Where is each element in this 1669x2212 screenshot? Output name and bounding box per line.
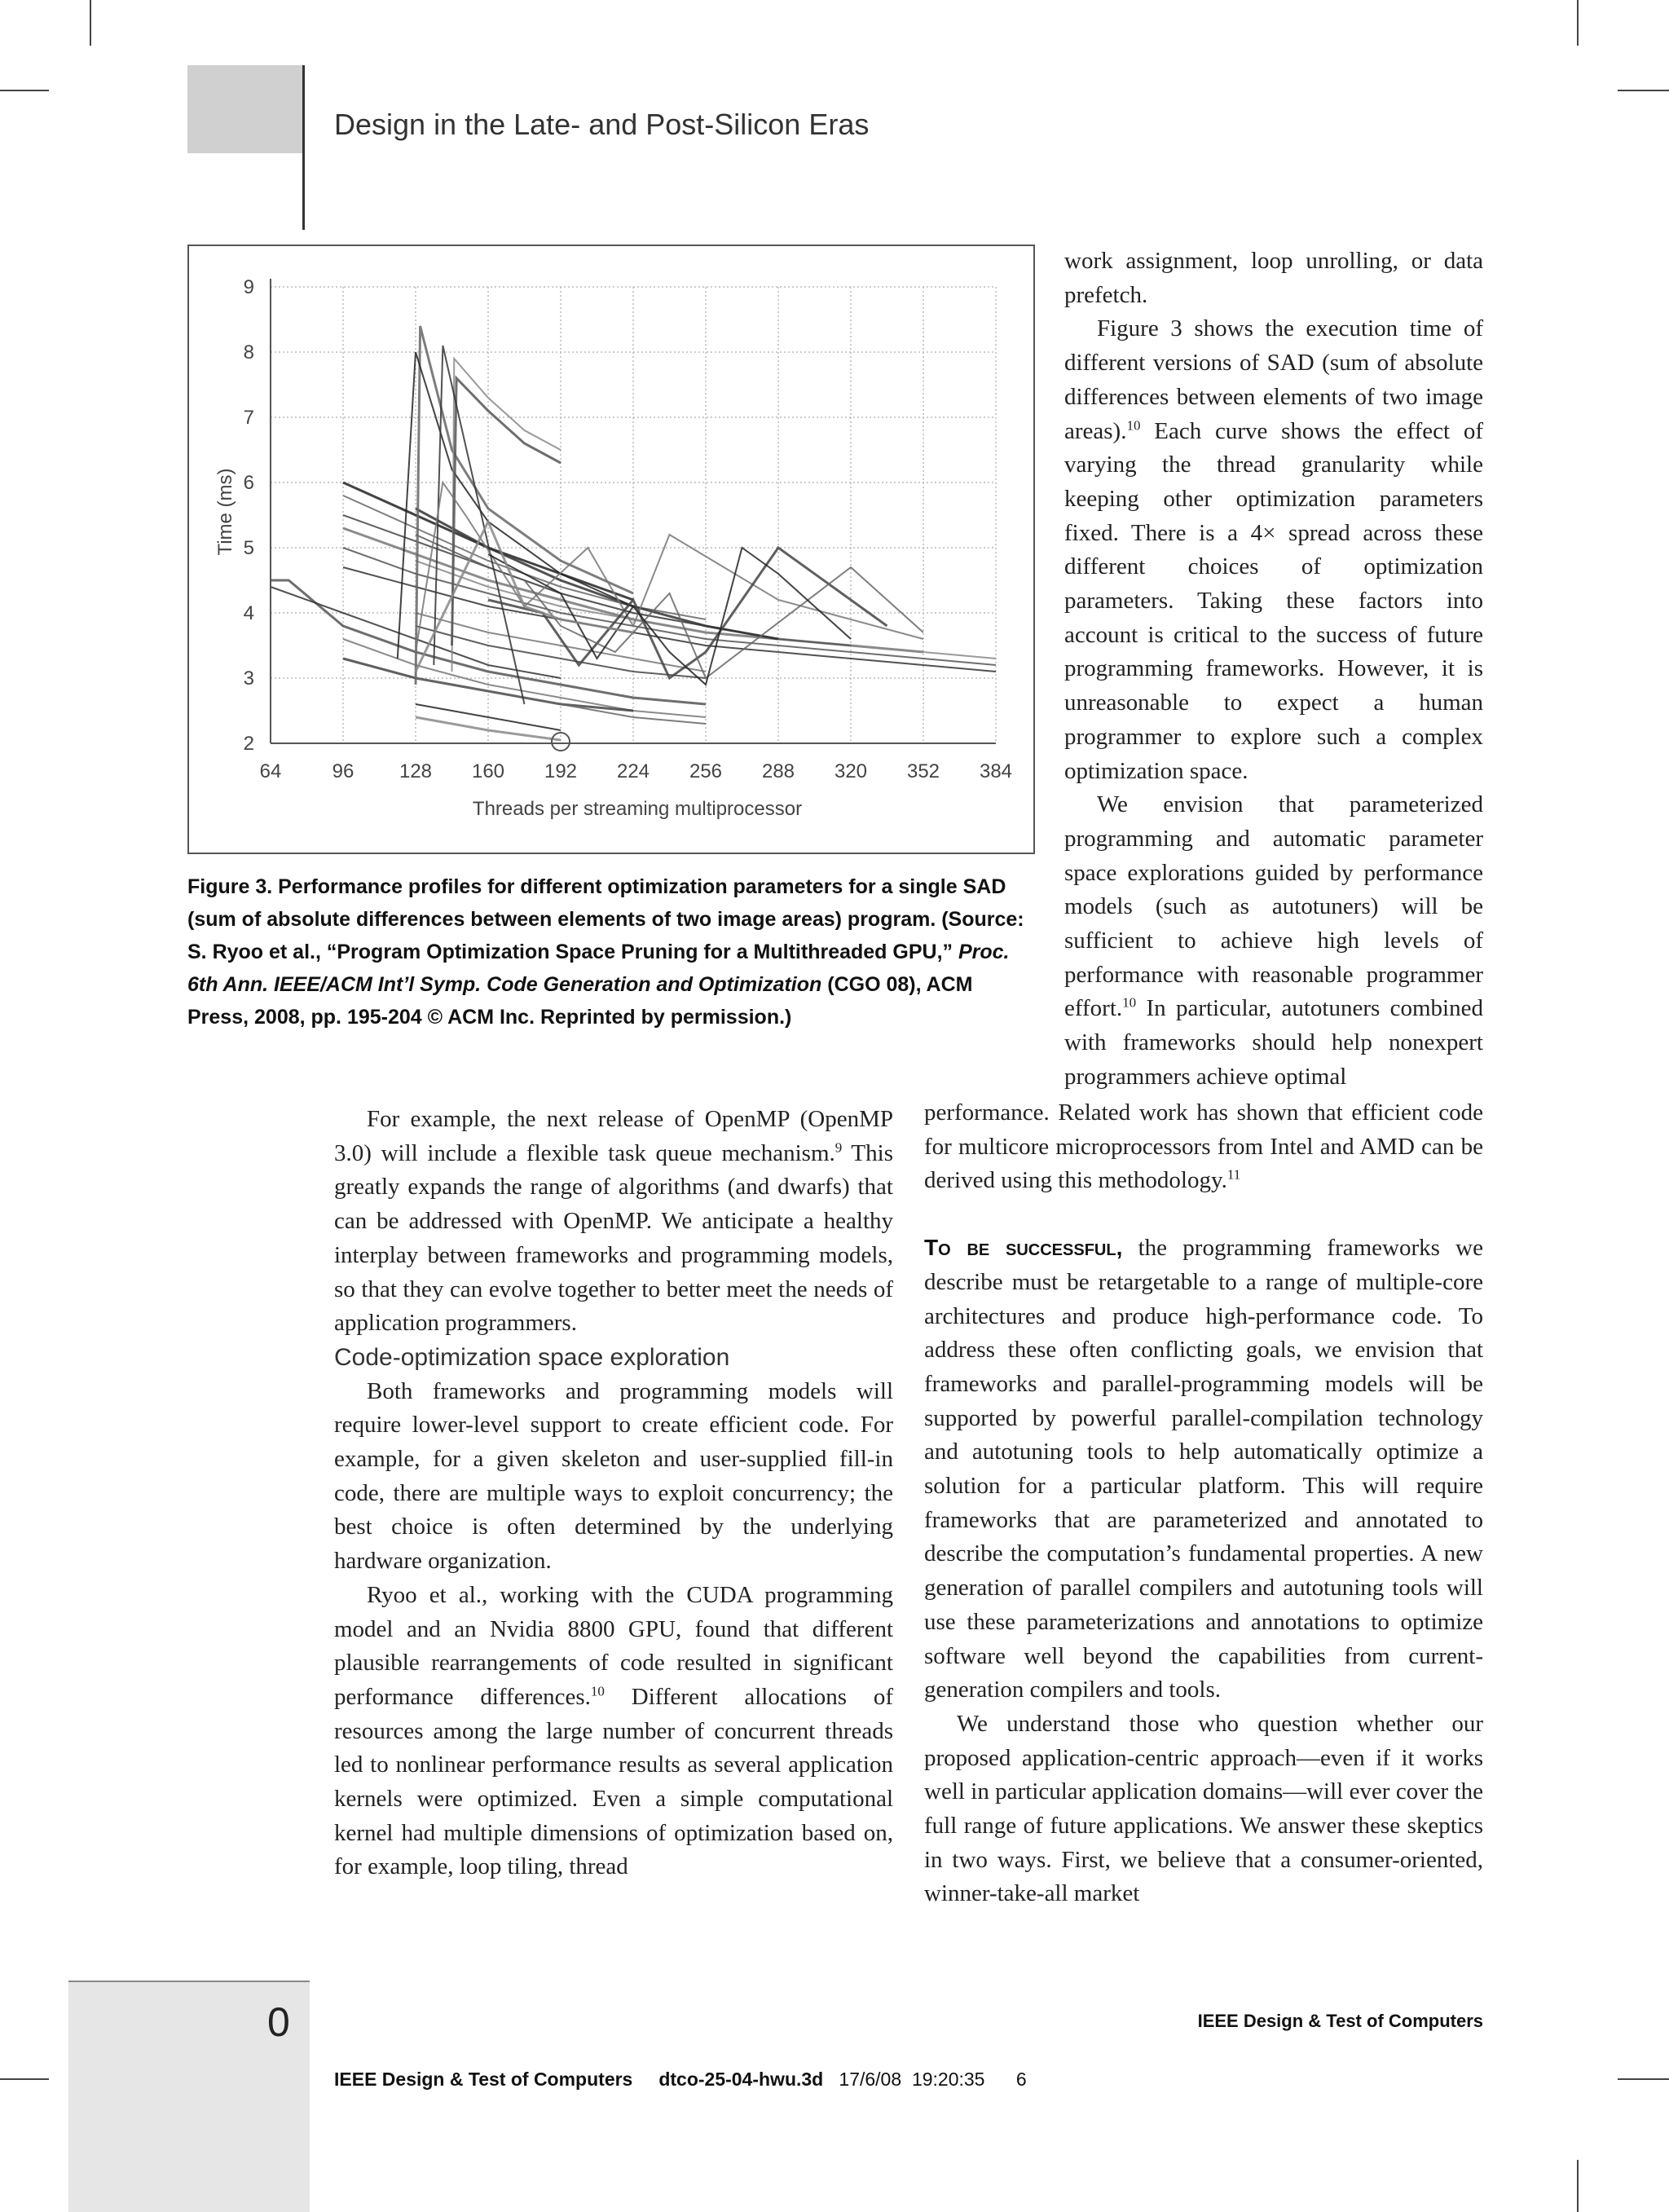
paragraph [334, 1103, 893, 1341]
y-tick-label: 8 [243, 341, 254, 364]
paragraph [924, 1096, 1483, 1198]
y-tick-label: 5 [243, 537, 254, 559]
header-tab [187, 65, 303, 153]
x-axis-label: Threads per streaming multiprocessor [472, 798, 803, 820]
slug-journal: IEEE Design & Test of Computers [334, 2069, 633, 2090]
y-tick-label: 2 [243, 733, 254, 755]
footer-rule [68, 1981, 310, 1982]
y-tick-label: 4 [243, 602, 254, 624]
crop-mark [1577, 2160, 1579, 2212]
journal-name: IEEE Design & Test of Computers [1197, 2011, 1483, 2031]
left-column [334, 1103, 893, 1884]
paragraph: We understand those who question whether our proposed application-centric approach—even if it works well in particular application domains—will ever cover the full range of future applications. We answer these skeptics in two ways. First, we believe that a consumer-oriented, winner-take-all market [924, 1710, 1483, 1907]
reference-mark: 11 [1226, 1166, 1241, 1183]
paragraph [334, 1579, 893, 1884]
y-tick-label: 9 [243, 276, 254, 298]
series-line [343, 496, 706, 619]
lead-in: To be successful, [924, 1235, 1123, 1261]
print-slug [334, 2069, 1027, 2091]
x-tick-label: 96 [332, 760, 354, 782]
slug-date: 17/6/08 [839, 2069, 902, 2090]
paragraph [924, 1231, 1483, 1707]
section-heading: Code-optimization space exploration [334, 1343, 730, 1371]
paragraph-text: Ryoo et al., working with the CUDA programming model and an Nvidia 8800 GPU, found that different plausible rearrangements of code resulted in significant performance differences. [334, 1581, 893, 1710]
paragraph-text: We envision that parameterized programming and automatic parameter space explorations guided by performance models (such as autotuners) will be sufficient to achieve high levels of performance with reasonable programmer effort. [1064, 791, 1483, 1022]
crop-mark [1618, 2078, 1669, 2080]
reference-mark: 10 [1122, 994, 1137, 1011]
paragraph-text: Figure 3 shows the execution time of different versions of SAD (sum of absolute differences between elements of two image areas). [1064, 315, 1483, 444]
paragraph: Both frameworks and programming models will require lower-level support to create efficient code. For example, for a given skeleton and user-supplied fill-in code, there are multiple ways to exploit concurrency; the best choice is often determined by the underlying hardware organization. [334, 1377, 893, 1575]
right-column-lower [924, 1096, 1483, 1911]
x-tick-label: 256 [689, 760, 723, 782]
paragraph-text: Each curve shows the effect of varying the thread granularity while keeping other optimization parameters fixed. There is a 4× spread across these different choices of optimization parameters. Taking these factors into account is critical to the success of future programming frameworks. However, it is unreasonable to expect a human programmer to explore such a complex optimization space. [1064, 417, 1483, 784]
y-tick-label: 3 [243, 668, 254, 690]
x-tick-label: 384 [979, 760, 1013, 782]
caption-text-end: (CGO 08), ACM Press, 2008, pp. 195-204 © ACM Inc. Reprinted by permission.) [187, 973, 973, 1029]
crop-mark [0, 2078, 49, 2080]
paragraph-text: performance. Related work has shown that efficient code for multicore microprocessors from Intel and AMD can be derived using this methodology. [924, 1099, 1483, 1194]
crop-mark [90, 0, 91, 46]
crop-mark [1577, 0, 1579, 46]
figure-3 [187, 245, 1035, 854]
paragraph-text: For example, the next release of OpenMP (OpenMP 3.0) will include a flexible task queue mechanism. [334, 1106, 893, 1166]
caption-text: Figure 3. Performance profiles for different optimization parameters for a single SAD (sum of absolute differences between elements of two image areas) program. (Source: S. Ryoo et al., “Program Optimization Space Pruning for a Multithreaded GPU,” [187, 875, 1024, 963]
caption-proceedings: Proc. 6th Ann. IEEE/ACM Int’l Symp. Code Generation and Optimization [187, 941, 1010, 996]
paragraph-text: This greatly expands the range of algorithms (and dwarfs) that can be addressed with OpenMP. We anticipate a healthy interplay between frameworks and programming models, so that they can evolve together to better meet the needs of application programmers. [334, 1139, 893, 1337]
paragraph-text: In particular, autotuners combined with frameworks should help nonexpert programmers achieve optimal [1064, 995, 1483, 1090]
chart-axes [244, 276, 1012, 782]
paragraph: work assignment, loop unrolling, or data prefetch. [1064, 248, 1483, 308]
header-rule [302, 65, 305, 230]
x-tick-label: 288 [761, 760, 795, 782]
chart-grid [271, 287, 996, 743]
x-tick-label: 224 [616, 760, 650, 782]
reference-mark: 10 [590, 1683, 605, 1699]
y-axis-label: Time (ms) [214, 468, 236, 556]
slug-page: 6 [1015, 2069, 1027, 2090]
page-number: 0 [267, 1999, 290, 2045]
paragraph [1064, 312, 1483, 788]
x-tick-label: 320 [834, 760, 868, 782]
x-tick-label: 128 [399, 760, 433, 782]
crop-mark [0, 90, 49, 91]
x-tick-label: 64 [259, 760, 282, 782]
paragraph-text: Different allocations of resources among the large number of concurrent threads led to nonlinear performance results as several application kernels were optimized. Even a simple computational kernel had multiple dimensions of optimization based on, for example, loop tiling, thread [334, 1683, 893, 1880]
series-line [416, 326, 633, 685]
y-tick-label: 6 [243, 472, 254, 494]
running-title: Design in the Late- and Post-Silicon Eras [334, 108, 870, 141]
reference-mark: 9 [834, 1139, 843, 1156]
reference-mark: 10 [1126, 416, 1141, 433]
right-column [1064, 245, 1483, 1095]
paragraph [1064, 788, 1483, 1094]
paragraph-text: the programming frameworks we describe must be retargetable to a range of multiple-core architectures and produce high-performance code. To address these often conflicting goals, we envision that frameworks and parallel-programming models will be supported by powerful parallel-compilation technology and autotuning tools to help automatically optimize a solution for a particular platform. This will require frameworks that are parameterized and annotated to describe the computation’s fundamental properties. A new generation of parallel compilers and autotuning tools will use these parameterizations and annotations to optimize software well beyond the capabilities from current-generation compilers and tools. [924, 1235, 1483, 1703]
x-tick-label: 352 [906, 760, 940, 782]
x-tick-label: 192 [544, 760, 578, 782]
spacer [924, 1198, 1483, 1231]
y-tick-label: 7 [243, 407, 254, 429]
figure-caption [187, 870, 1035, 1033]
slug-time: 19:20:35 [911, 2069, 985, 2090]
performance-chart [189, 246, 1033, 853]
x-tick-label: 160 [471, 760, 505, 782]
crop-mark [1618, 90, 1669, 91]
slug-file: dtco-25-04-hwu.3d [658, 2069, 824, 2090]
